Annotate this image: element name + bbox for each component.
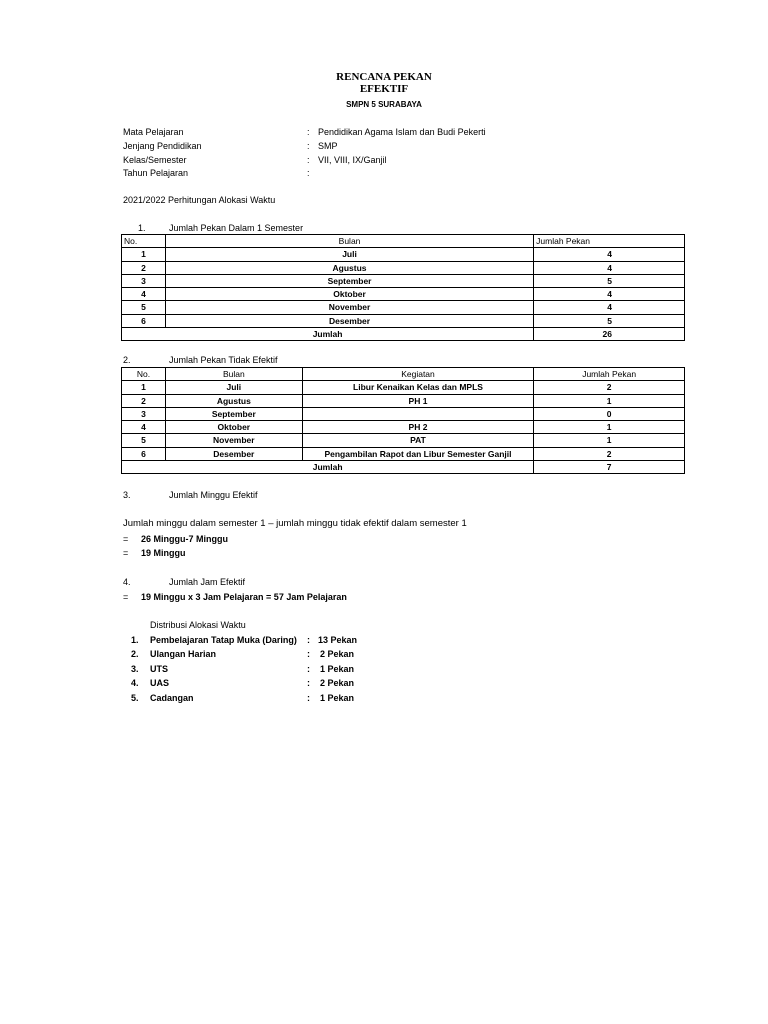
list-item-label: UTS	[150, 664, 168, 674]
cell-weeks: 4	[534, 301, 685, 314]
header-month: Bulan	[165, 235, 533, 248]
cell-weeks: 1	[534, 394, 685, 407]
cell-no: 6	[122, 314, 166, 327]
table-row	[122, 421, 685, 434]
section3-line2: 19 Minggu	[141, 548, 186, 558]
cell-activity: Pengambilan Rapot dan Libur Semester Ganjil	[302, 447, 534, 460]
list-item-number: 5.	[131, 693, 139, 703]
cell-weeks: 4	[534, 261, 685, 274]
list-item-label: UAS	[150, 678, 170, 688]
document-title-line1: RENCANA PEKAN	[336, 71, 432, 83]
weeks-per-semester-table	[121, 234, 685, 341]
section3-title: Jumlah Minggu Efektif	[169, 490, 258, 500]
total-value: 7	[534, 461, 685, 474]
cell-no: 5	[122, 434, 166, 447]
info-value-subject: Pendidikan Agama Islam dan Budi Pekerti	[318, 127, 486, 137]
info-sep-level: :	[307, 141, 310, 151]
info-value-class: VII, VIII, IX/Ganjil	[318, 155, 387, 165]
cell-month: Agustus	[165, 394, 302, 407]
header-weeks: Jumlah Pekan	[534, 235, 685, 248]
table-row	[122, 434, 685, 447]
cell-activity	[302, 407, 534, 420]
school-name: SMPN 5 SURABAYA	[346, 100, 422, 109]
cell-no: 3	[122, 407, 166, 420]
section4-line: 19 Minggu x 3 Jam Pelajaran = 57 Jam Pelajaran	[141, 592, 347, 602]
cell-no: 1	[122, 381, 166, 394]
cell-weeks: 5	[534, 314, 685, 327]
section2-number: 2.	[123, 355, 131, 365]
section4-number: 4.	[123, 577, 131, 587]
table-row	[122, 381, 685, 394]
equals-sign: =	[123, 548, 129, 558]
cell-month: Oktober	[165, 421, 302, 434]
cell-month: Agustus	[165, 261, 533, 274]
table-header-row	[122, 368, 685, 381]
table-row	[122, 301, 685, 314]
table-row	[122, 261, 685, 274]
list-item-value: 13 Pekan	[318, 635, 358, 645]
table-total-row	[122, 461, 685, 474]
cell-no: 4	[122, 288, 166, 301]
cell-month: Juli	[165, 381, 302, 394]
section4-title: Jumlah Jam Efektif	[169, 577, 246, 587]
info-value-level: SMP	[318, 141, 338, 151]
cell-no: 2	[122, 261, 166, 274]
total-label: Jumlah	[122, 328, 534, 341]
info-label-class: Kelas/Semester	[123, 155, 187, 165]
list-item-label: Ulangan Harian	[150, 649, 217, 659]
cell-no: 4	[122, 421, 166, 434]
info-label-subject: Mata Pelajaran	[123, 127, 184, 137]
list-item-value: 2 Pekan	[320, 678, 355, 688]
cell-no: 6	[122, 447, 166, 460]
cell-no: 3	[122, 274, 166, 287]
list-item-sep: :	[307, 693, 310, 703]
table-row	[122, 248, 685, 261]
header-weeks: Jumlah Pekan	[534, 368, 685, 381]
cell-weeks: 2	[534, 381, 685, 394]
list-item-sep: :	[307, 678, 310, 688]
header-month: Bulan	[165, 368, 302, 381]
cell-month: Desember	[165, 314, 533, 327]
header-activity: Kegiatan	[302, 368, 534, 381]
list-item-label: Pembelajaran Tatap Muka (Daring)	[150, 635, 297, 645]
table-total-row	[122, 328, 685, 341]
intro-text: 2021/2022 Perhitungan Alokasi Waktu	[123, 195, 276, 205]
cell-month: September	[165, 274, 533, 287]
table-row	[122, 314, 685, 327]
list-item-sep: :	[307, 664, 310, 674]
document-title-line2: EFEKTIF	[359, 83, 409, 95]
total-value: 26	[534, 328, 685, 341]
info-label-level: Jenjang Pendidikan	[123, 141, 202, 151]
list-item-value: 2 Pekan	[320, 649, 355, 659]
non-effective-weeks-table	[121, 367, 685, 474]
cell-weeks: 4	[534, 288, 685, 301]
section3-description: Jumlah minggu dalam semester 1 – jumlah minggu tidak efektif dalam semester 1	[123, 518, 467, 529]
list-item-sep: :	[307, 649, 310, 659]
cell-weeks: 4	[534, 248, 685, 261]
cell-no: 1	[122, 248, 166, 261]
distribution-title: Distribusi Alokasi Waktu	[150, 620, 246, 630]
table-row	[122, 274, 685, 287]
list-item-value: 1 Pekan	[320, 693, 355, 703]
info-sep-subject: :	[307, 127, 310, 137]
list-item-number: 1.	[131, 635, 139, 645]
cell-no: 5	[122, 301, 166, 314]
cell-month: Oktober	[165, 288, 533, 301]
table-row	[122, 394, 685, 407]
cell-activity: PH 1	[302, 394, 534, 407]
header-no: No.	[122, 368, 166, 381]
list-item-sep: :	[307, 635, 310, 645]
table-row	[122, 447, 685, 460]
cell-weeks: 1	[534, 434, 685, 447]
table-header-row	[122, 235, 685, 248]
cell-month: September	[165, 407, 302, 420]
equals-sign: =	[123, 534, 129, 544]
cell-activity: Libur Kenaikan Kelas dan MPLS	[302, 381, 534, 394]
list-item-number: 3.	[131, 664, 139, 674]
equals-sign: =	[123, 592, 129, 602]
table-row	[122, 288, 685, 301]
table-row	[122, 407, 685, 420]
list-item-value: 1 Pekan	[320, 664, 355, 674]
header-no: No.	[122, 235, 166, 248]
section1-number: 1.	[138, 223, 146, 233]
cell-month: Juli	[165, 248, 533, 261]
section3-number: 3.	[123, 490, 131, 500]
cell-month: November	[165, 434, 302, 447]
list-item-number: 2.	[131, 649, 139, 659]
section2-title: Jumlah Pekan Tidak Efektif	[169, 355, 278, 365]
info-sep-year: :	[307, 168, 310, 178]
list-item-label: Cadangan	[150, 693, 194, 703]
cell-no: 2	[122, 394, 166, 407]
cell-weeks: 5	[534, 274, 685, 287]
cell-month: Desember	[165, 447, 302, 460]
list-item-number: 4.	[131, 678, 139, 688]
cell-weeks: 1	[534, 421, 685, 434]
cell-activity: PAT	[302, 434, 534, 447]
cell-activity: PH 2	[302, 421, 534, 434]
total-label: Jumlah	[122, 461, 534, 474]
info-sep-class: :	[307, 155, 310, 165]
section3-line1: 26 Minggu-7 Minggu	[141, 534, 228, 544]
cell-weeks: 0	[534, 407, 685, 420]
section1-title: Jumlah Pekan Dalam 1 Semester	[169, 223, 304, 233]
cell-weeks: 2	[534, 447, 685, 460]
cell-month: November	[165, 301, 533, 314]
info-label-year: Tahun Pelajaran	[123, 168, 189, 178]
